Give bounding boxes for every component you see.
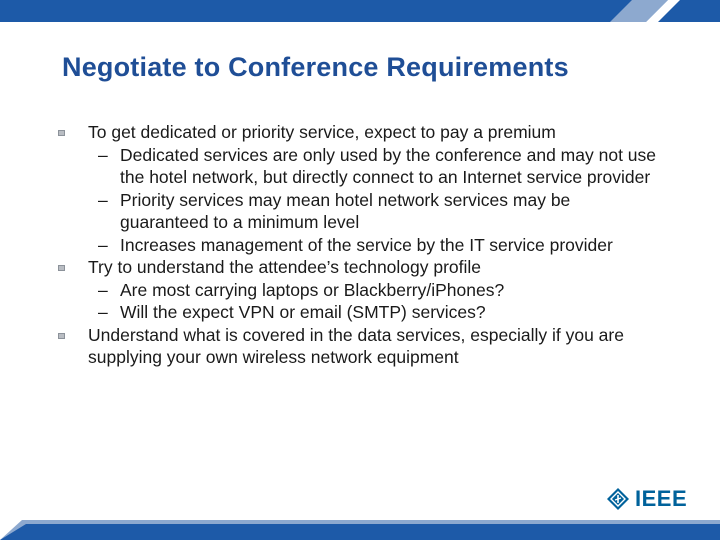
sub-bullet-text: Priority services may mean hotel network services may be guaranteed to a minimum level [120, 189, 571, 232]
bullet-square-icon [58, 130, 65, 136]
dash-marker: – [98, 144, 108, 165]
sub-bullet-text: Dedicated services are only used by the conference and may not use the hotel network, but directly connect to an Internet service provider [120, 144, 657, 187]
sub-bullet-text: Increases management of the service by the IT service provider [120, 234, 613, 255]
sub-bullet-text: Will the expect VPN or email (SMTP) services? [120, 302, 486, 322]
bullet-text: Understand what is covered in the data services, especially if you are supplying your own wireless network equipment [88, 324, 624, 367]
sub-bullet [58, 189, 658, 234]
dash-marker: – [98, 302, 108, 322]
bullet-item [58, 121, 658, 256]
slide-title: Negotiate to Conference Requirements [62, 52, 569, 82]
logo-text: IEEE [635, 486, 688, 511]
header-band [0, 0, 720, 22]
sub-bullet [58, 144, 658, 189]
bullet-item [58, 324, 658, 369]
bullet-text: Try to understand the attendee’s technology profile [88, 257, 482, 277]
bullet-square-icon [58, 333, 65, 339]
slide-content [58, 121, 658, 369]
sub-bullet [58, 279, 658, 302]
dash-marker: – [98, 234, 108, 255]
dash-marker: – [98, 279, 108, 300]
bullet-text: To get dedicated or priority service, expect to pay a premium [88, 122, 556, 142]
bullet-square-icon [58, 265, 65, 271]
sub-bullet-text: Are most carrying laptops or Blackberry/iPhones? [120, 279, 505, 300]
sub-bullet [58, 301, 658, 324]
bullet-item [58, 256, 658, 324]
dash-marker: – [98, 189, 108, 210]
sub-bullet [58, 234, 658, 257]
footer-band [0, 508, 720, 540]
